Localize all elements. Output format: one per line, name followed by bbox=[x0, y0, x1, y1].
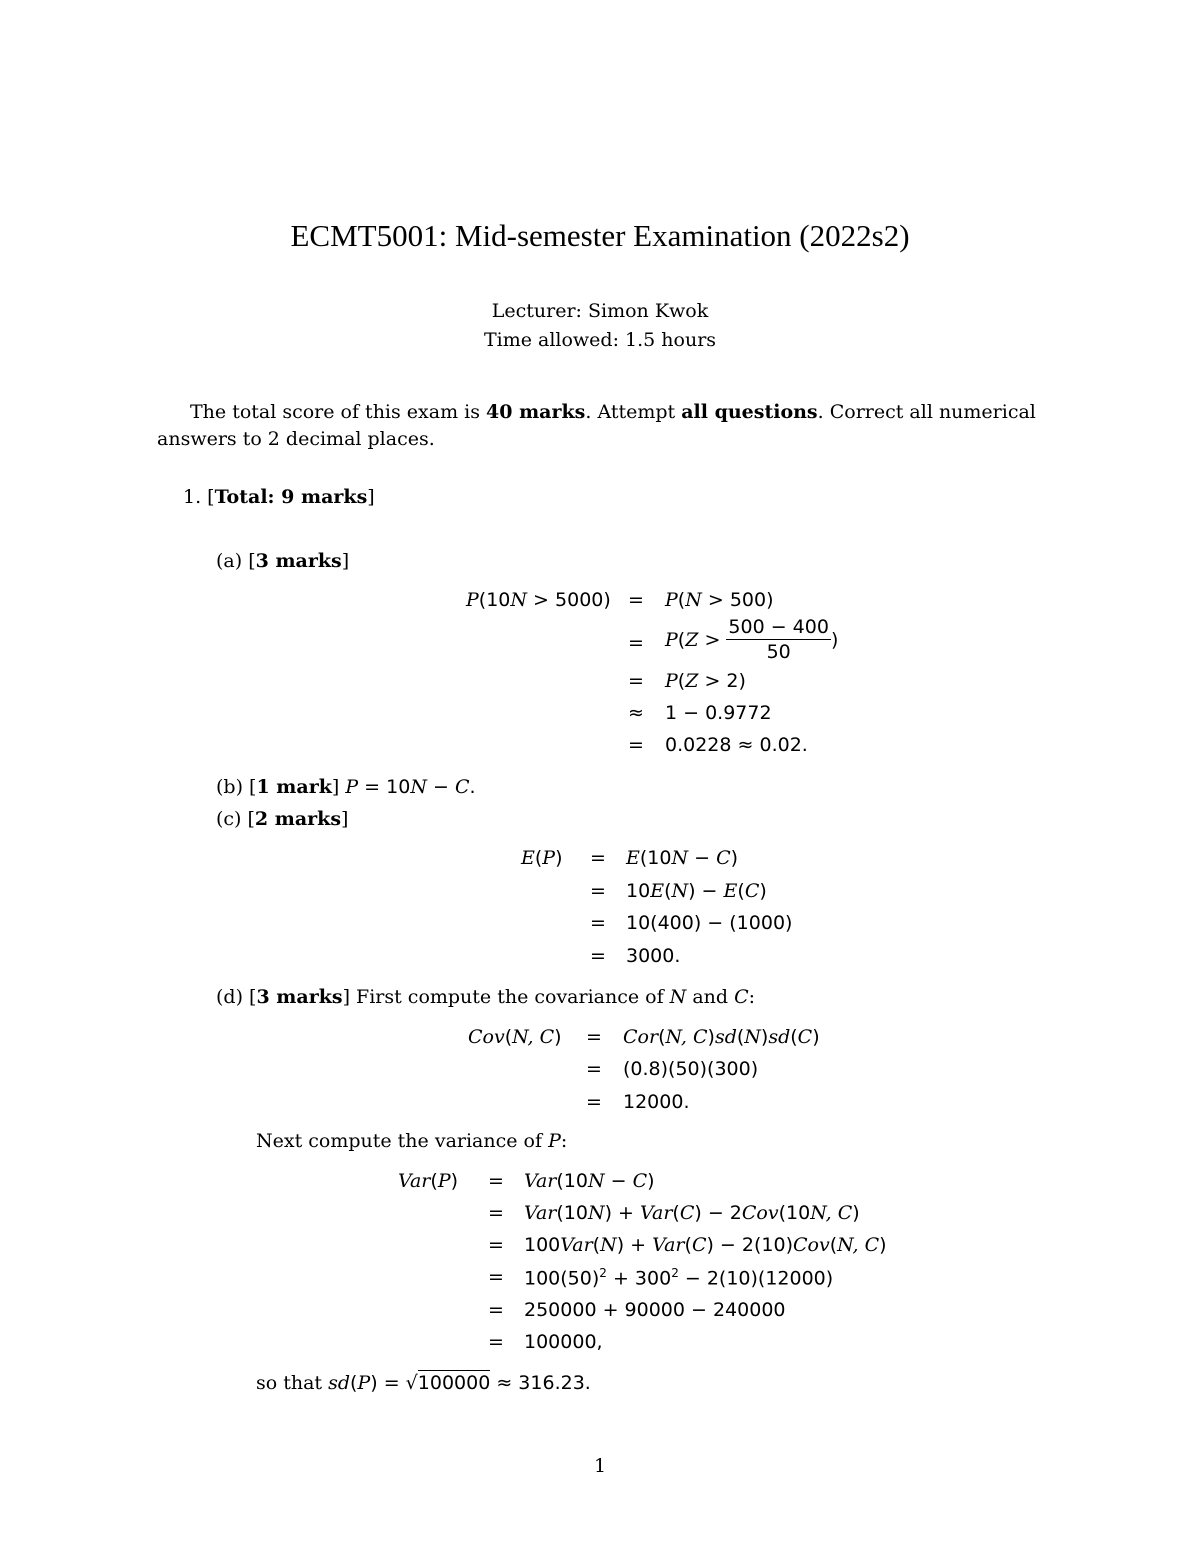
sqrt-argument: 100000 bbox=[417, 1372, 491, 1394]
instructions-line-1 bbox=[190, 401, 1036, 423]
cov-rhs-3: 12000. bbox=[623, 1091, 690, 1113]
cov-rel-1: = bbox=[586, 1026, 602, 1048]
instructions-line-2: answers to 2 decimal places. bbox=[157, 428, 435, 450]
part-a-heading: (a) [3 marks] bbox=[216, 550, 350, 572]
instructions-bold-marks: 40 marks bbox=[486, 401, 586, 423]
var-rhs-6: 100000, bbox=[524, 1331, 603, 1353]
part-c-label: (c) bbox=[216, 808, 242, 830]
part-a-rhs-2: P(Z > $\frac{500 - 400}{50}$ ) bbox=[665, 616, 839, 663]
exam-title: ECMT5001: Mid-semester Examination (2022s2) bbox=[290, 218, 910, 253]
question-1-total: Total: 9 marks bbox=[214, 486, 368, 508]
part-b-marks: 1 mark bbox=[256, 776, 332, 798]
cov-rel-2: = bbox=[586, 1058, 602, 1080]
instructions-text-1: The total score of this exam is bbox=[190, 401, 487, 423]
var-rel-5: = bbox=[488, 1299, 504, 1321]
cov-rhs-1: Cor(N, C)sd(N)sd(C) bbox=[623, 1026, 820, 1048]
var-rhs-2: Var(10N) + Var(C) − 2Cov(10N, C) bbox=[524, 1202, 860, 1224]
var-rhs-4: $100(50)^2 + 300^2 - 2(10)(12000)$ bbox=[524, 1266, 834, 1290]
sd-result: ≈ 316.23. bbox=[490, 1372, 591, 1394]
part-c-rel-1: = bbox=[590, 847, 606, 869]
question-1-number: 1. bbox=[183, 486, 202, 508]
time-allowed-line: Time allowed: 1.5 hours bbox=[483, 329, 717, 351]
page-number: 1 bbox=[593, 1455, 607, 1477]
instructions-text-2: . Attempt bbox=[585, 401, 682, 423]
fraction-numerator: 500 − 400 bbox=[728, 616, 829, 638]
part-c-rel-3: = bbox=[590, 912, 606, 934]
part-a-rhs-4: 1 − 0.9772 bbox=[665, 702, 772, 724]
part-c-lhs: E(P) bbox=[521, 847, 563, 869]
part-c-heading: (c) [2 marks] bbox=[216, 808, 349, 830]
var-lhs: Var(P) bbox=[398, 1170, 459, 1192]
part-a-rhs-3: P(Z > 2) bbox=[665, 670, 746, 692]
part-c-rel-4: = bbox=[590, 945, 606, 967]
part-c-rhs-1: E(10N − C) bbox=[626, 847, 739, 869]
instructions-text-3: . Correct all numerical bbox=[817, 401, 1036, 423]
part-a-marks: 3 marks bbox=[255, 550, 342, 572]
cov-lhs: Cov(N, C) bbox=[468, 1026, 562, 1048]
part-c-rhs-3: 10(400) − (1000) bbox=[626, 912, 793, 934]
part-a-rel-3: = bbox=[628, 670, 644, 692]
var-rhs-5: 250000 + 90000 − 240000 bbox=[524, 1299, 786, 1321]
fraction-denominator: 50 bbox=[766, 641, 791, 663]
instructions-bold-questions: all questions bbox=[681, 401, 818, 423]
var-rel-1: = bbox=[488, 1170, 504, 1192]
var-rel-6: = bbox=[488, 1331, 504, 1353]
var-rhs-3: 100Var(N) + Var(C) − 2(10)Cov(N, C) bbox=[524, 1234, 887, 1256]
lecturer-line: Lecturer: Simon Kwok bbox=[491, 300, 709, 322]
part-a-rel-1: = bbox=[628, 589, 644, 611]
part-d-marks: 3 marks bbox=[256, 986, 343, 1008]
part-a-rhs-5: 0.0228 ≈ 0.02. bbox=[665, 734, 808, 756]
variance-intro: Next compute the variance of P: bbox=[256, 1130, 568, 1152]
part-a-fraction bbox=[726, 616, 831, 663]
cov-rhs-2: (0.8)(50)(300) bbox=[623, 1058, 759, 1080]
part-c-rhs-2: 10E(N) − E(C) bbox=[626, 880, 767, 902]
sd-conclusion: so that sd(P) = √100000 ≈ 316.23. bbox=[256, 1372, 591, 1394]
part-d-intro: First compute the covariance of N and C: bbox=[356, 986, 756, 1008]
part-a-label: (a) bbox=[216, 550, 243, 572]
var-rel-3: = bbox=[488, 1234, 504, 1256]
part-a-rhs-1: P(N > 500) bbox=[665, 589, 774, 611]
part-b-label: (b) bbox=[216, 776, 243, 798]
part-d-heading: (d) [3 marks] First compute the covariance of N and C: bbox=[216, 986, 756, 1008]
part-a-rel-5: = bbox=[628, 734, 644, 756]
part-c-rhs-4: 3000. bbox=[626, 945, 681, 967]
cov-rel-3: = bbox=[586, 1091, 602, 1113]
question-1-heading: 1. [Total: 9 marks] bbox=[183, 486, 375, 508]
part-c-marks: 2 marks bbox=[254, 808, 342, 830]
part-d-label: (d) bbox=[216, 986, 243, 1008]
part-c-rel-2: = bbox=[590, 880, 606, 902]
var-rel-4: = bbox=[488, 1266, 504, 1288]
part-a-rel-2: = bbox=[628, 632, 644, 654]
part-a-lhs: P(10N > 5000) bbox=[466, 589, 611, 611]
fraction-close-paren: ) bbox=[830, 628, 839, 651]
part-a-rel-4: ≈ bbox=[628, 702, 644, 724]
part-b: (b) [1 mark] P = 10N − C. bbox=[216, 776, 476, 798]
var-rel-2: = bbox=[488, 1202, 504, 1224]
var-rhs-1: Var(10N − C) bbox=[524, 1170, 655, 1192]
